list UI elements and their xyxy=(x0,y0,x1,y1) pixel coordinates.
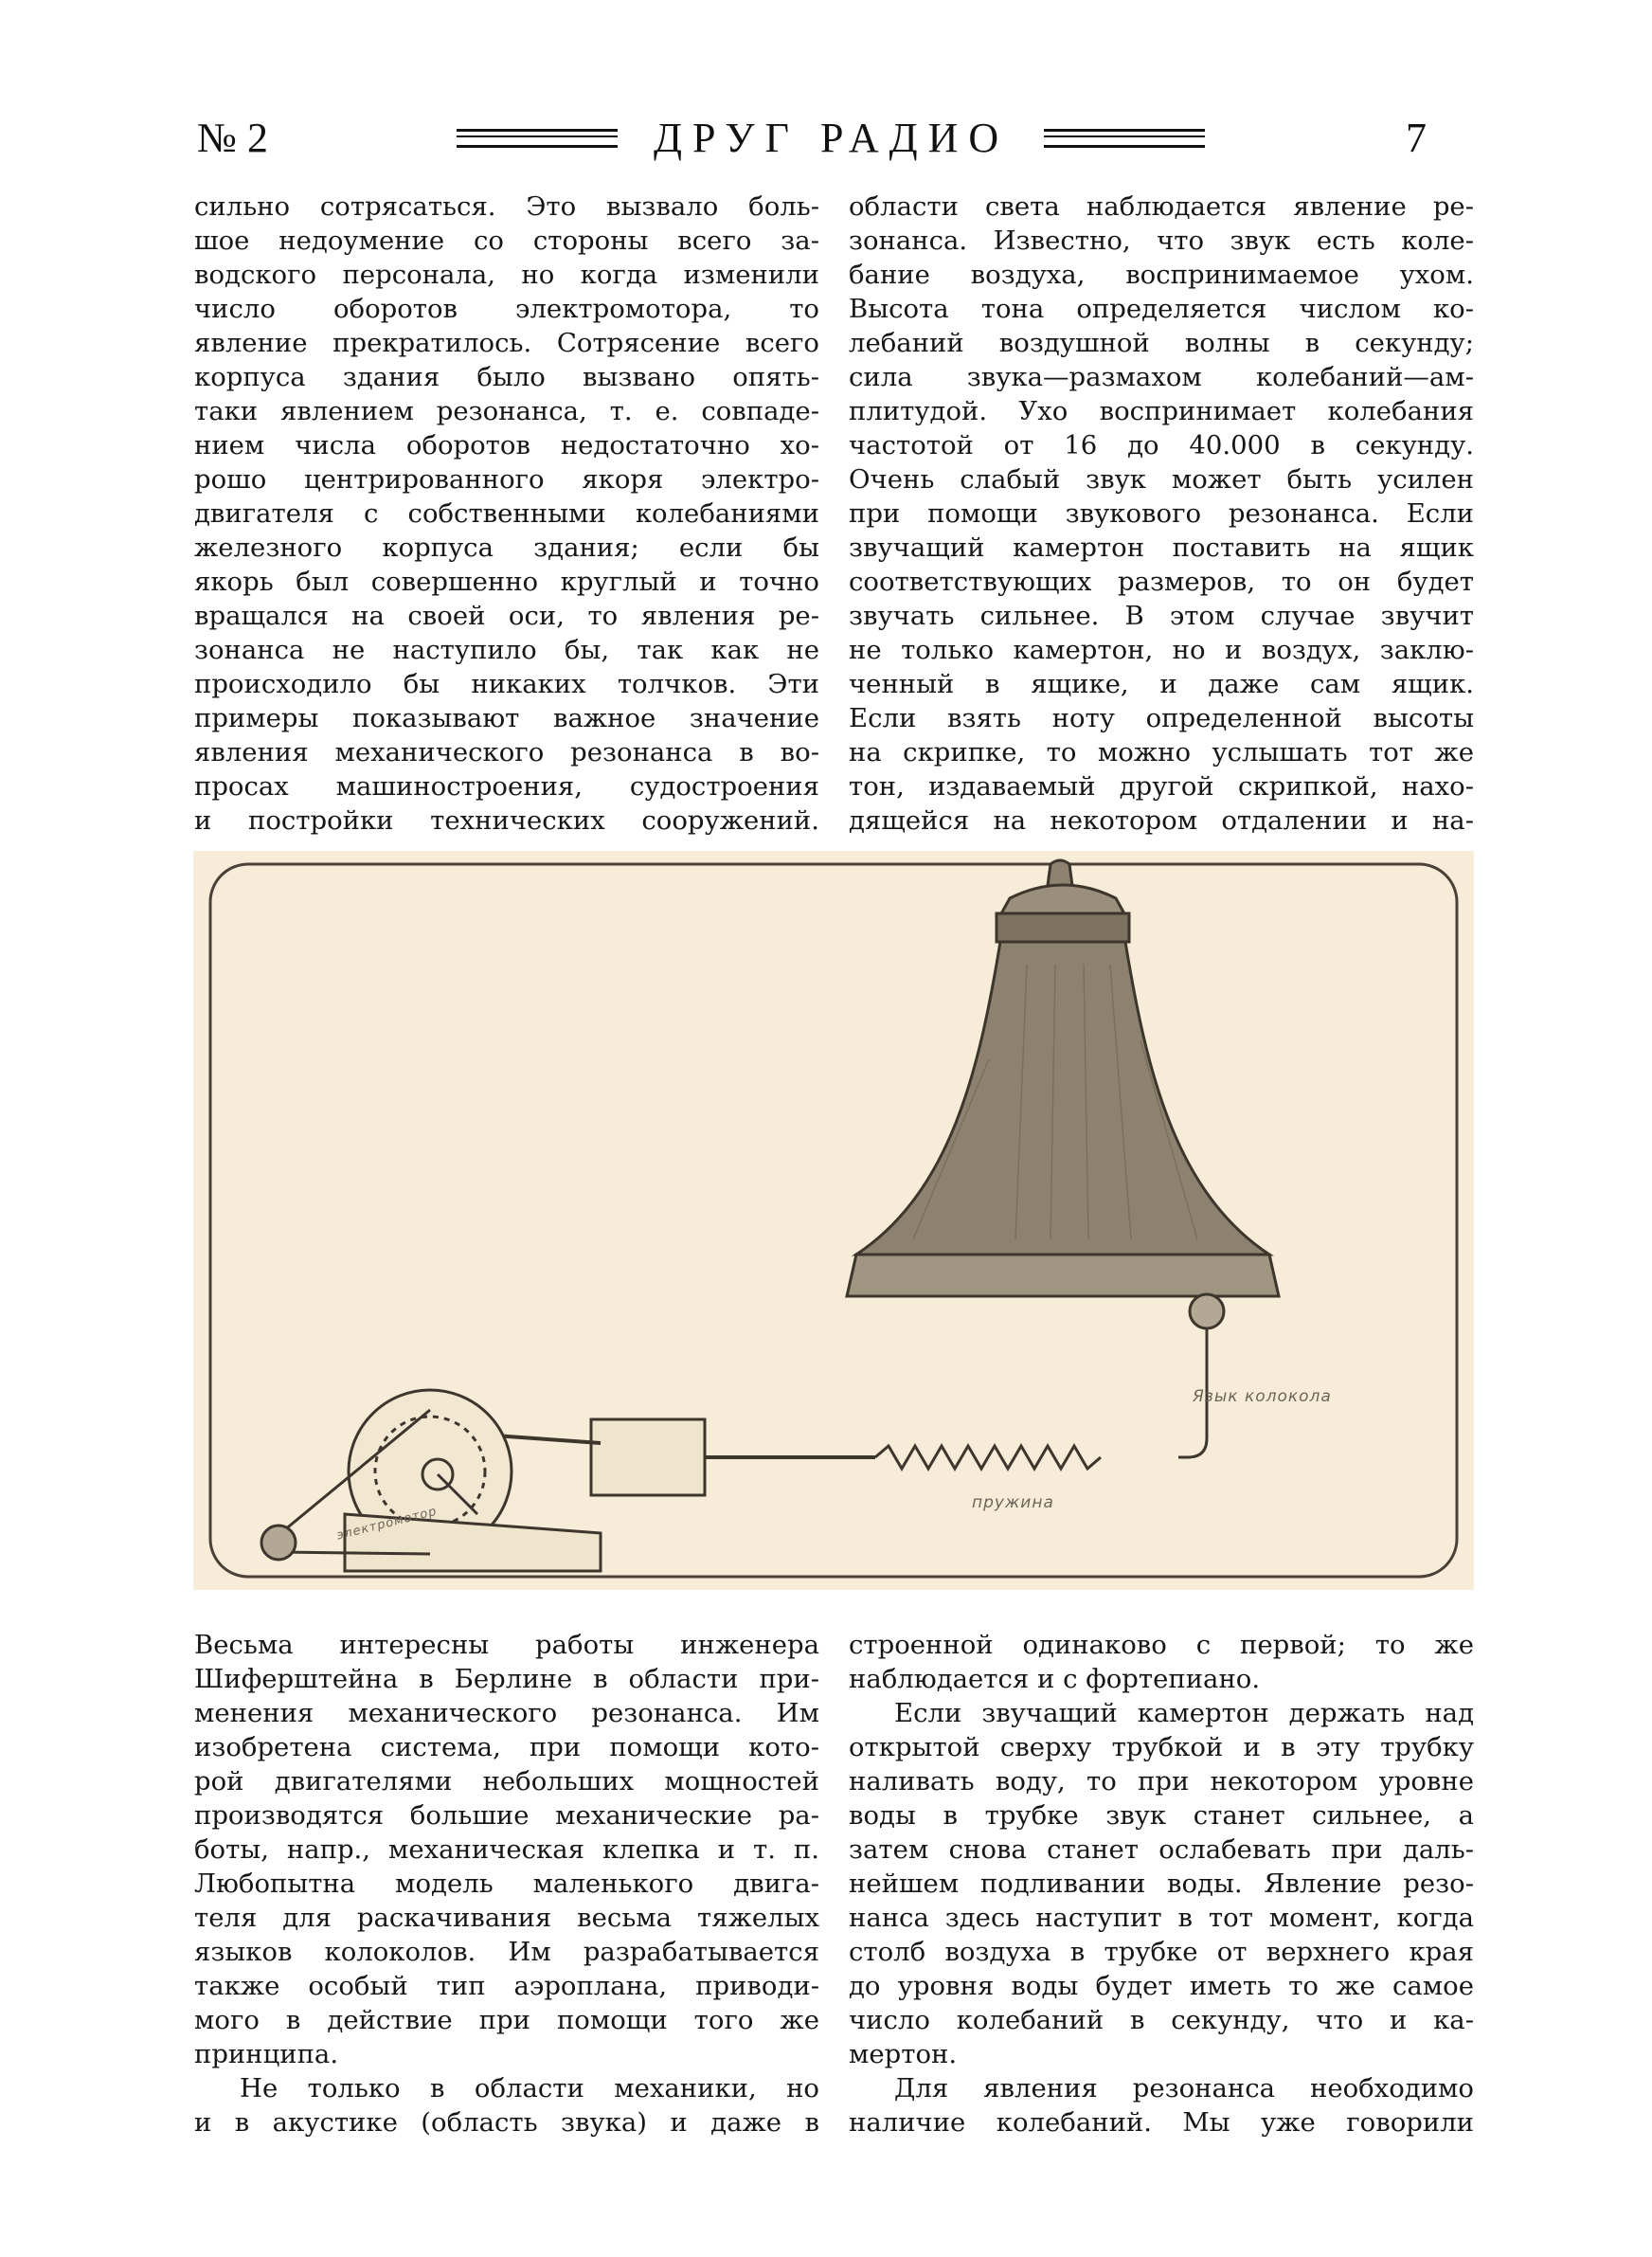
text-line: Не только в области механики, но xyxy=(240,2073,819,2104)
text-line: Если взять ноту определенной высоты xyxy=(849,703,1474,733)
issue-number: № 2 xyxy=(197,115,268,161)
text-line: шое недоумение со стороны всего за- xyxy=(194,226,819,256)
text-line: частотой от 16 до 40.000 в секунду. xyxy=(849,430,1474,460)
bell-tongue xyxy=(1190,1294,1224,1328)
header-rule-right xyxy=(1044,129,1205,148)
text-line: число колебаний в секунду, что и ка- xyxy=(849,2005,1474,2035)
text-line: Если звучащий камертон держать над xyxy=(894,1698,1474,1728)
text-line: дящейся на некотором отдалении и на- xyxy=(849,805,1474,836)
text-line: Очень слабый звук может быть усилен xyxy=(849,464,1474,495)
text-line: плитудой. Ухо воспринимает колебания xyxy=(849,396,1474,426)
text-line: просах машиностроения, судостроения xyxy=(194,771,819,802)
bell-body xyxy=(856,942,1269,1255)
text-line: нием числа оборотов недостаточно хо- xyxy=(194,430,819,460)
belt-bottom xyxy=(278,1552,430,1554)
bell-diagram-figure xyxy=(193,851,1474,1590)
text-column-bottom-left xyxy=(194,1628,819,2140)
text-line: изобретена система, при помощи кото- xyxy=(194,1732,819,1762)
bell-shoulder xyxy=(997,913,1129,942)
motor-pulley xyxy=(261,1526,296,1560)
text-line: Весьма интересны работы инженера xyxy=(194,1630,819,1660)
label-motor: электромотор xyxy=(335,1504,440,1544)
text-line: сила звука—размахом колебаний—ам- xyxy=(849,362,1474,392)
text-line: открытой сверху трубкой и в эту трубку xyxy=(849,1732,1474,1762)
text-line: не только камертон, но и воздух, заклю- xyxy=(849,635,1474,665)
text-line: наблюдается и с фортепиано. xyxy=(849,1664,1261,1694)
text-line: зонанса не наступило бы, так как не xyxy=(194,635,819,665)
text-line: Любопытна модель маленького двига- xyxy=(194,1869,819,1899)
text-line: лебаний воздушной волны в секунду; xyxy=(849,328,1474,358)
bell-lip xyxy=(847,1255,1279,1296)
text-line: воды в трубке звук станет сильнее, а xyxy=(849,1800,1474,1831)
text-line: боты, напр., механическая клепка и т. п. xyxy=(194,1834,819,1865)
text-line: вращался на своей оси, то явления ре- xyxy=(194,601,819,631)
bell-diagram xyxy=(193,851,1474,1590)
text-line: тон, издаваемый другой скрипкой, нахо- xyxy=(849,771,1474,802)
text-line: двигателя с собственными колебаниями xyxy=(194,498,819,529)
text-line: таки явлением резонанса, т. е. совпаде- xyxy=(194,396,819,426)
text-line: число оборотов электромотора, то xyxy=(194,294,819,324)
text-line: также особый тип аэроплана, приводи- xyxy=(194,1971,819,2001)
text-line: рошо центрированного якоря электро- xyxy=(194,464,819,495)
text-line: теля для раскачивания весьма тяжелых xyxy=(194,1903,819,1933)
text-line: Высота тона определяется числом ко- xyxy=(849,294,1474,324)
text-line: звучащий камертон поставить на ящик xyxy=(849,533,1474,563)
text-line: железного корпуса здания; если бы xyxy=(194,533,819,563)
text-line: столб воздуха в трубке от верхнего края xyxy=(849,1937,1474,1967)
text-line: соответствующих размеров, то он будет xyxy=(849,567,1474,597)
text-line: до уровня воды будет иметь то же самое xyxy=(849,1971,1474,2001)
text-line: при помощи звукового резонанса. Если xyxy=(849,498,1474,529)
text-line: Для явления резонанса необходимо xyxy=(894,2073,1474,2104)
text-line: и в акустике (область звука) и даже в xyxy=(194,2107,819,2138)
header-rule-left xyxy=(457,129,618,148)
text-line: затем снова станет ослабевать при даль- xyxy=(849,1834,1474,1865)
text-line: звучать сильнее. В этом случае звучит xyxy=(849,601,1474,631)
text-line: менения механического резонанса. Им xyxy=(194,1698,819,1728)
text-line: мертон. xyxy=(849,2039,958,2069)
text-line: бание воздуха, воспринимаемое ухом. xyxy=(849,260,1474,290)
text-column-top-left xyxy=(194,190,819,838)
text-column-bottom-right xyxy=(849,1628,1474,2140)
text-line: рой двигателями небольших мощностей xyxy=(194,1766,819,1797)
text-line: примеры показывают важное значение xyxy=(194,703,819,733)
text-line: на скрипке, то можно услышать тот же xyxy=(849,737,1474,767)
crosshead-guide xyxy=(591,1419,705,1495)
text-line: языков колоколов. Им разрабатывается xyxy=(194,1937,819,1967)
text-line: наливать воду, то при некотором уровне xyxy=(849,1766,1474,1797)
text-line: водского персонала, но когда изменили xyxy=(194,260,819,290)
text-line: строенной одинаково с первой; то же xyxy=(849,1630,1474,1660)
text-line: явление прекратилось. Сотрясение всего xyxy=(194,328,819,358)
text-line: явления механического резонанса в во- xyxy=(194,737,819,767)
text-column-top-right xyxy=(849,190,1474,838)
bell-top xyxy=(1000,885,1125,915)
text-line: принципа. xyxy=(194,2039,339,2069)
text-line: сильно сотрясаться. Это вызвало боль- xyxy=(194,191,819,222)
text-line: наличие колебаний. Мы уже говорили xyxy=(849,2107,1474,2138)
text-line: области света наблюдается явление ре- xyxy=(849,191,1474,222)
page-number: 7 xyxy=(1406,115,1427,161)
text-line: якорь был совершенно круглый и точно xyxy=(194,567,819,597)
text-line: зонанса. Известно, что звук есть коле- xyxy=(849,226,1474,256)
text-line: мого в действие при помощи того же xyxy=(194,2005,819,2035)
text-line: ченный в ящике, и даже сам ящик. xyxy=(849,669,1474,699)
spring xyxy=(875,1446,1101,1469)
journal-title: ДРУГ РАДИО xyxy=(654,115,1010,161)
label-spring: пружина xyxy=(972,1493,1054,1512)
text-line: Шиферштейна в Берлине в области при- xyxy=(194,1664,819,1694)
text-line: происходило бы никаких толчков. Эти xyxy=(194,669,819,699)
label-bell-tongue: Язык колокола xyxy=(1193,1387,1332,1406)
text-line: нейшем подливании воды. Явление резо- xyxy=(849,1869,1474,1899)
text-line: и постройки технических сооружений. xyxy=(194,805,819,836)
text-line: производятся большие механические ра- xyxy=(194,1800,819,1831)
text-line: нанса здесь наступит в тот момент, когда xyxy=(849,1903,1474,1933)
bell-illustration xyxy=(847,860,1279,1328)
mechanism xyxy=(261,1328,1207,1571)
page-header xyxy=(0,112,1652,172)
text-line: корпуса здания было вызвано опять- xyxy=(194,362,819,392)
